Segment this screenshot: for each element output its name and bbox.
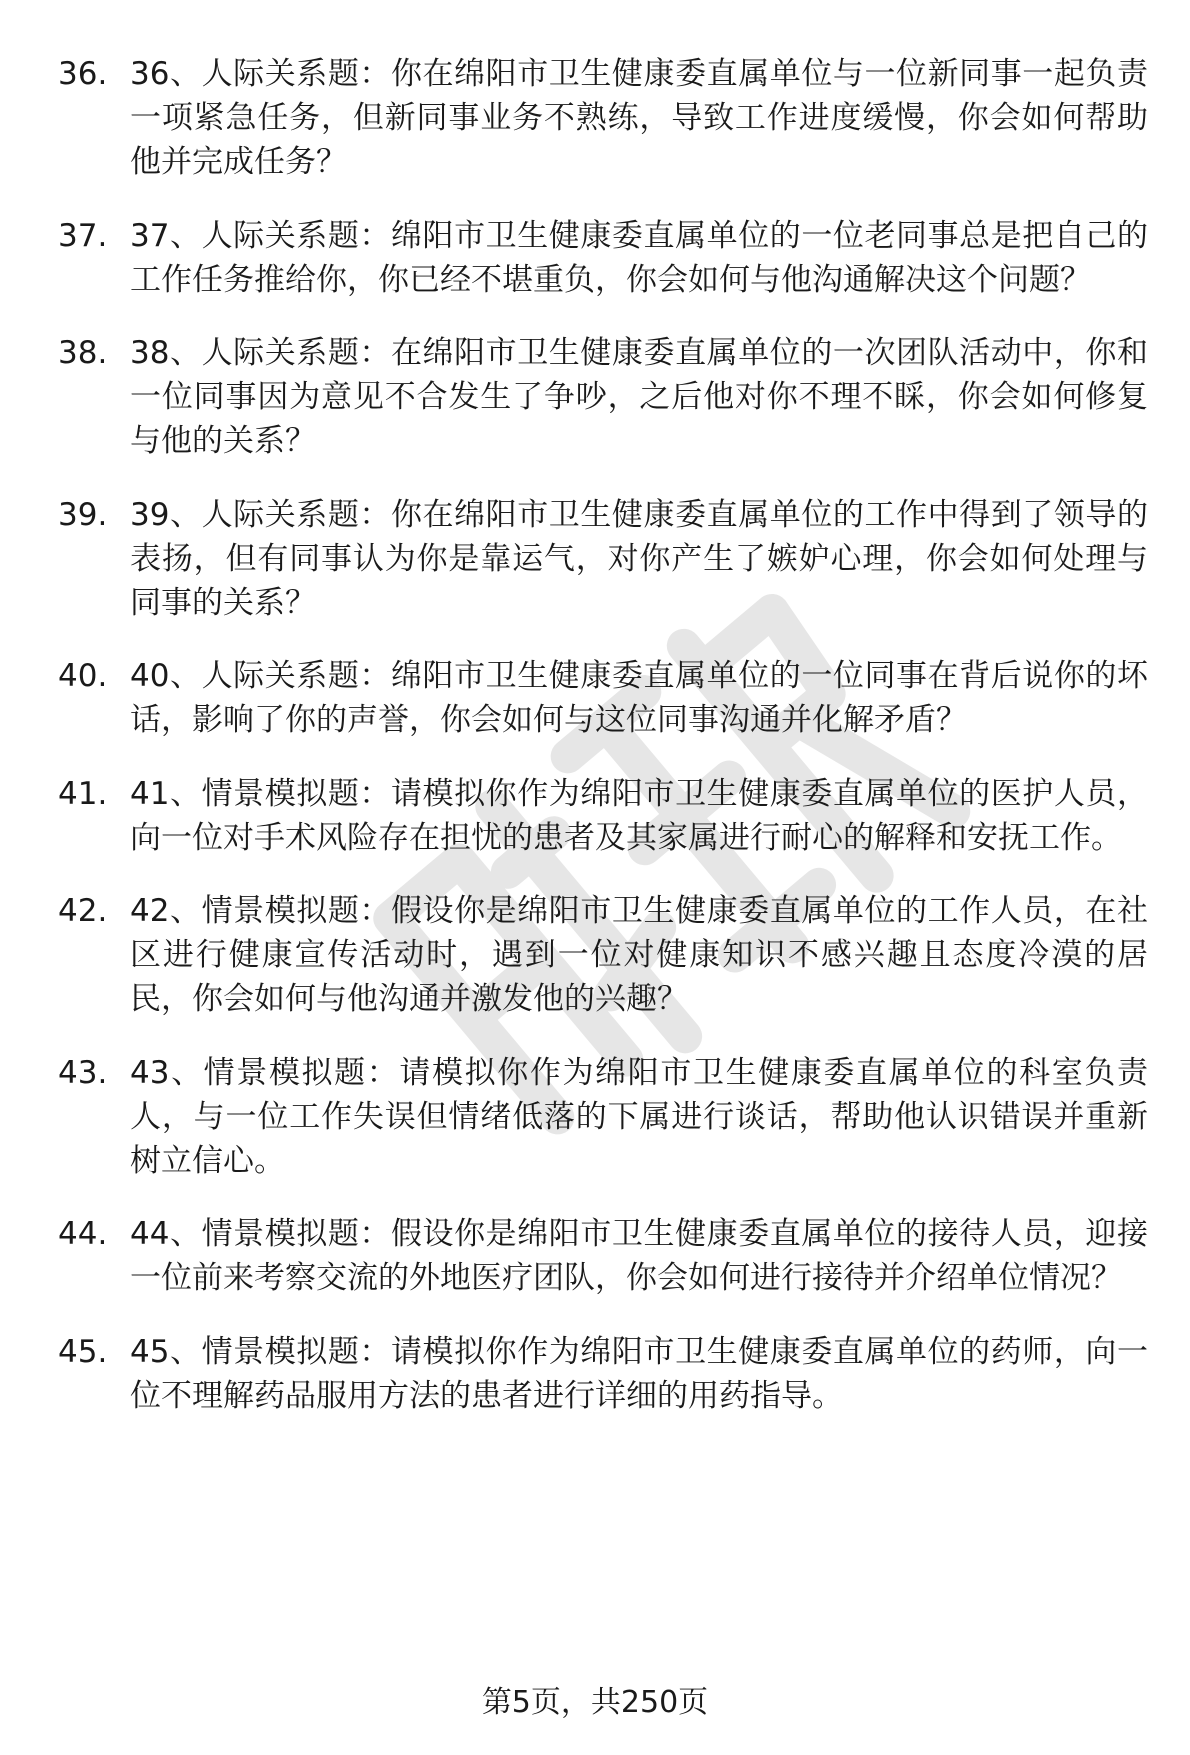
question-number: 40.: [58, 658, 108, 694]
question-text: 37、人际关系题：绵阳市卫生健康委直属单位的一位老同事总是把自己的工作任务推给你，你已经不堪重负，你会如何与他沟通解决这个问题？: [130, 217, 1148, 298]
question-item: [58, 52, 1148, 184]
question-number: 41.: [58, 775, 108, 812]
question-text: 41、情景模拟题：请模拟你作为绵阳市卫生健康委直属单位的医护人员，向一位对手术风险存在担忧的患者及其家属进行耐心的解释和安抚工作。: [130, 775, 1148, 856]
question-list: [58, 52, 1148, 1447]
question-number: 39.: [58, 496, 108, 533]
question-text: 36、人际关系题：你在绵阳市卫生健康委直属单位与一位新同事一起负责一项紧急任务，但新同事业务不熟练，导致工作进度缓慢，你会如何帮助他并完成任务？: [130, 56, 1148, 180]
question-number: 42.: [58, 893, 108, 929]
question-item: [58, 1051, 1148, 1183]
question-item: [58, 654, 1148, 742]
question-number: 45.: [58, 1333, 108, 1370]
question-item: [58, 772, 1148, 860]
question-text: 42、情景模拟题：假设你是绵阳市卫生健康委直属单位的工作人员，在社区进行健康宣传活动时，遇到一位对健康知识不感兴趣且态度冷漠的居民，你会如何与他沟通并激发他的兴趣？: [130, 893, 1148, 1017]
question-item: [58, 214, 1148, 302]
question-number: 43.: [58, 1054, 108, 1091]
question-item: [58, 889, 1148, 1021]
question-text: 38、人际关系题：在绵阳市卫生健康委直属单位的一次团队活动中，你和一位同事因为意见不合发生了争吵，之后他对你不理不睬，你会如何修复与他的关系？: [130, 335, 1148, 459]
question-text: 45、情景模拟题：请模拟你作为绵阳市卫生健康委直属单位的药师，向一位不理解药品服用方法的患者进行详细的用药指导。: [130, 1333, 1148, 1414]
question-text: 39、人际关系题：你在绵阳市卫生健康委直属单位的工作中得到了领导的表扬，但有同事认为你是靠运气，对你产生了嫉妒心理，你会如何处理与同事的关系？: [130, 496, 1148, 621]
question-text: 43、情景模拟题：请模拟你作为绵阳市卫生健康委直属单位的科室负责人，与一位工作失误但情绪低落的下属进行谈话，帮助他认识错误并重新树立信心。: [130, 1054, 1148, 1179]
question-number: 37.: [58, 217, 108, 254]
question-number: 36.: [58, 56, 108, 92]
question-number: 44.: [58, 1216, 108, 1252]
question-item: [58, 1212, 1148, 1300]
question-number: 38.: [58, 335, 108, 371]
question-item: [58, 1330, 1148, 1418]
question-text: 44、情景模拟题：假设你是绵阳市卫生健康委直属单位的接待人员，迎接一位前来考察交流的外地医疗团队，你会如何进行接待并介绍单位情况？: [130, 1216, 1148, 1296]
question-item: [58, 331, 1148, 463]
page-footer: 第5页，共250页: [481, 1685, 709, 1720]
question-text: 40、人际关系题：绵阳市卫生健康委直属单位的一位同事在背后说你的坏话，影响了你的声誉，你会如何与这位同事沟通并化解矛盾？: [130, 658, 1148, 738]
question-item: [58, 493, 1148, 625]
